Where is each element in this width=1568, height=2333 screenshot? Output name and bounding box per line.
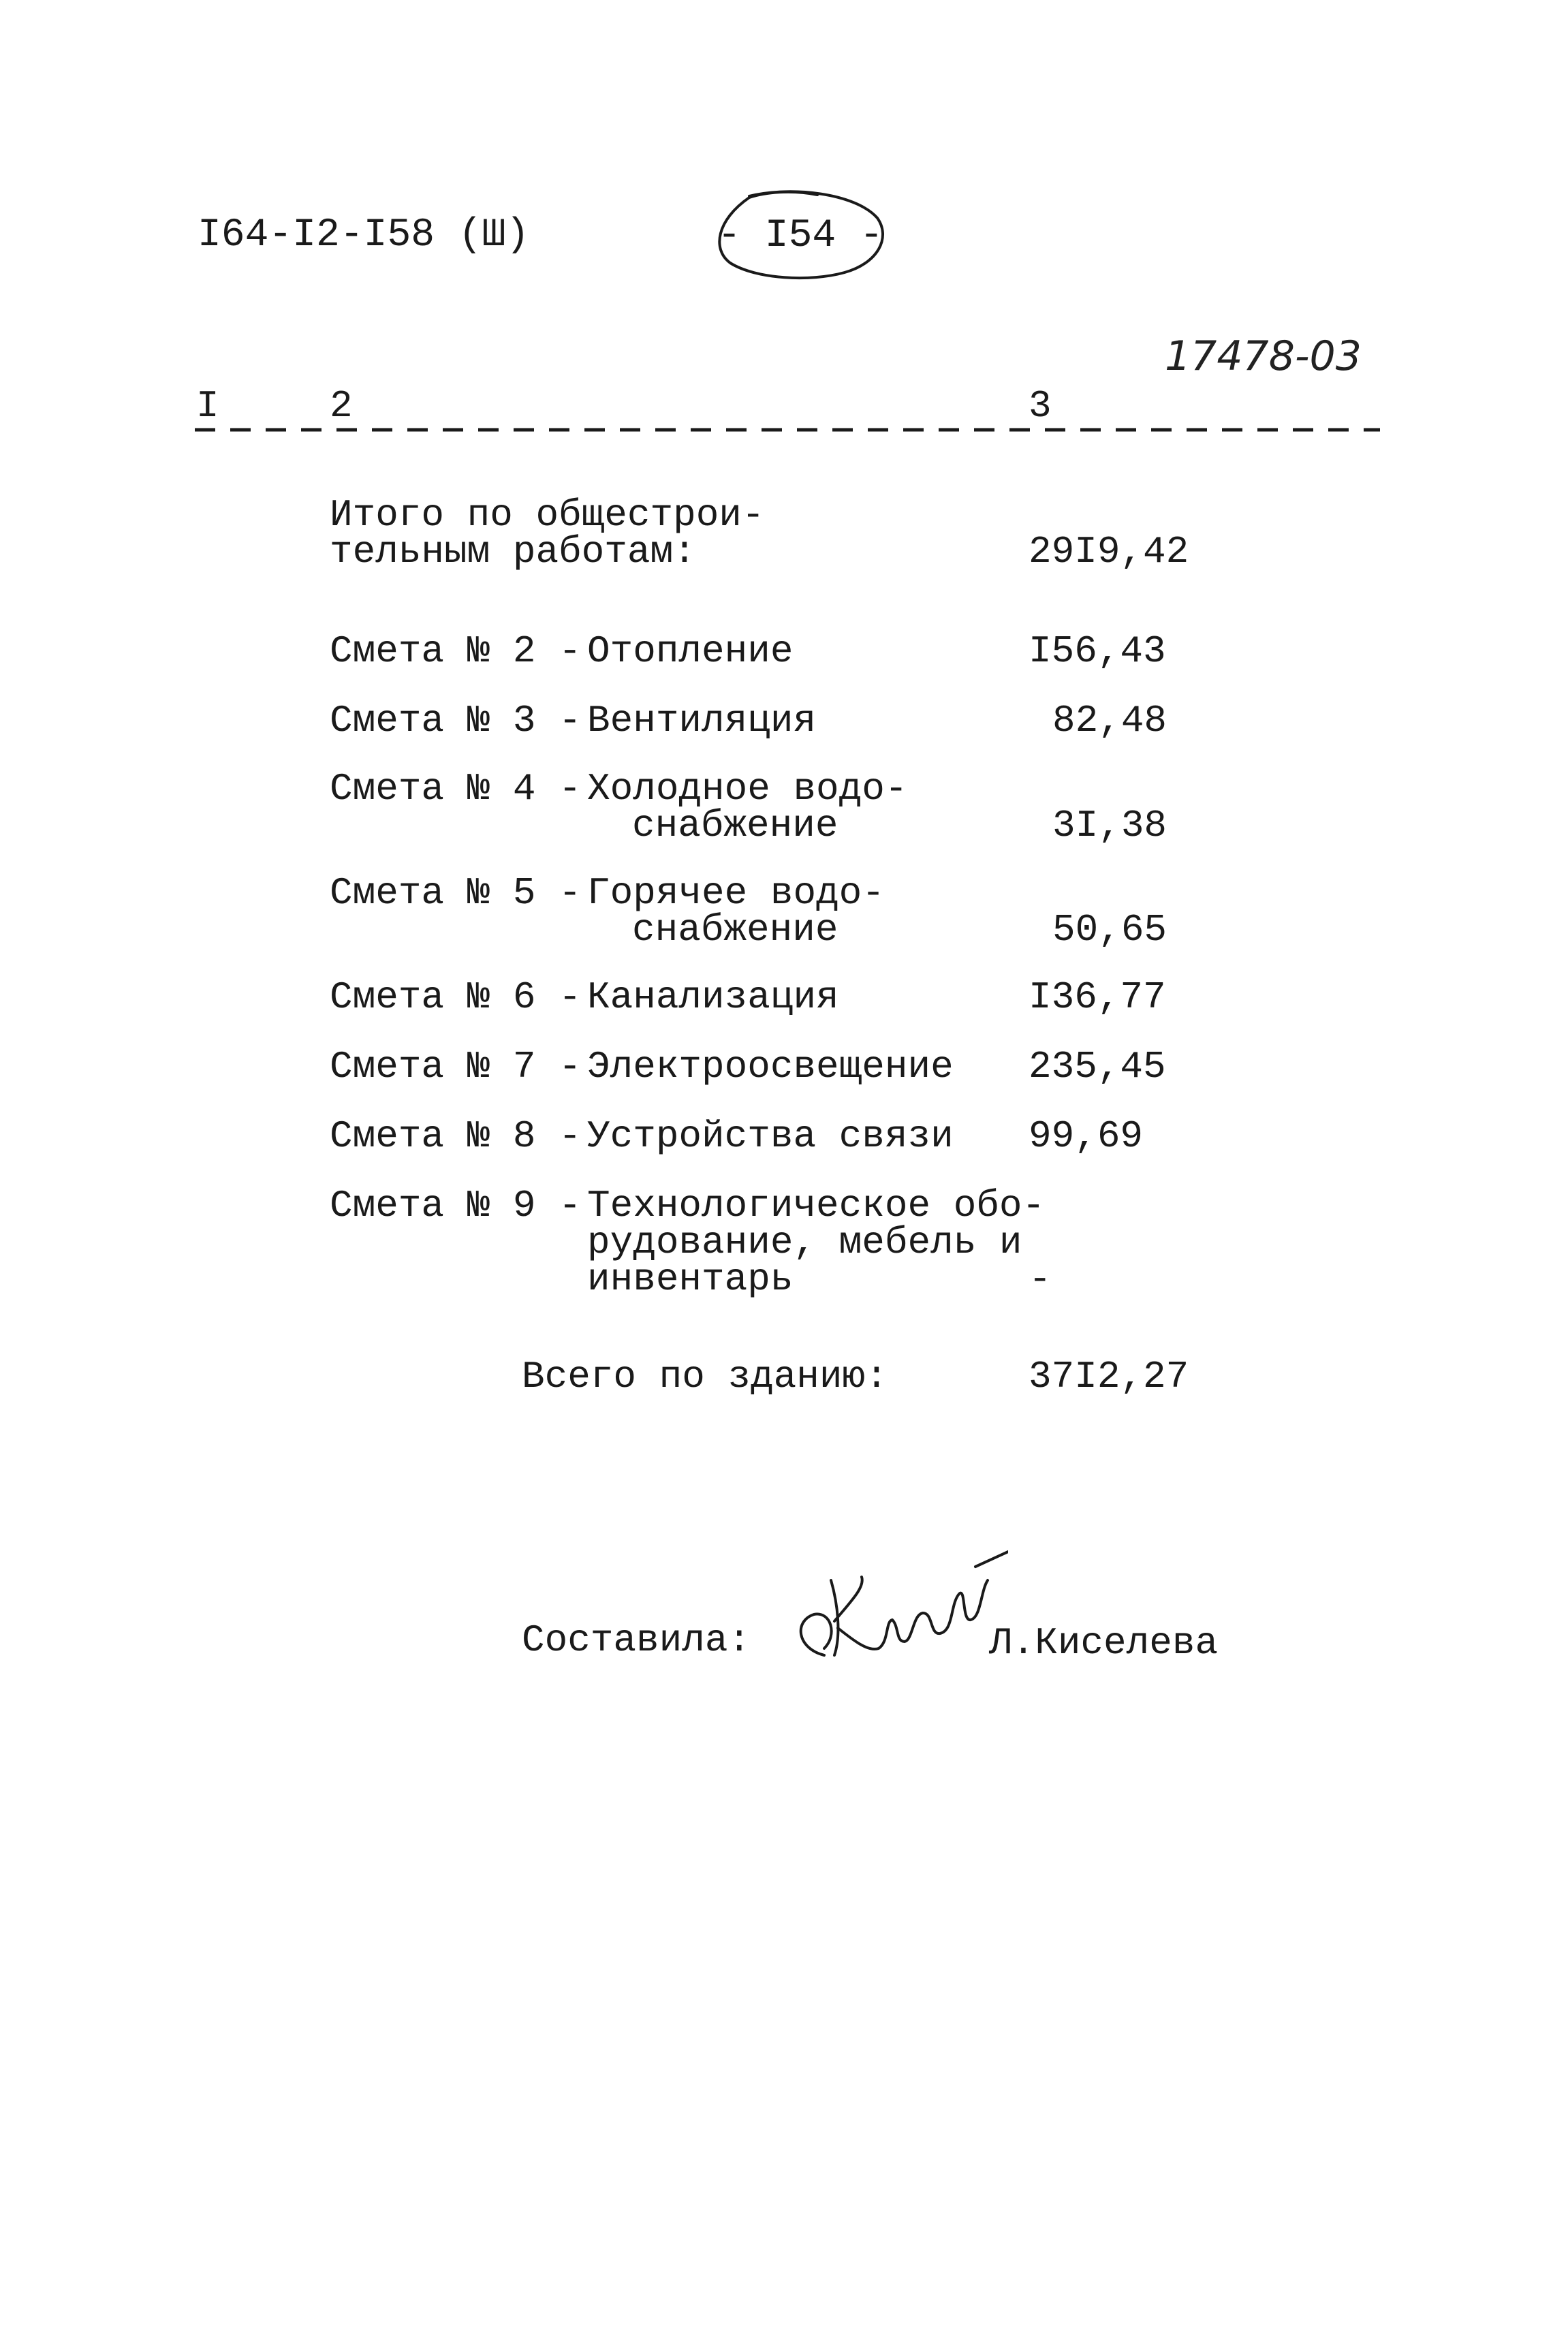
estimate-title: Электроосвещение (587, 1045, 954, 1089)
estimate-prefix: Смета № 7 - (330, 1045, 605, 1089)
estimate-value: 82,48 (1052, 699, 1167, 742)
signature-scribble (783, 1539, 1008, 1676)
signer-name: Л.Киселева (989, 1621, 1219, 1665)
estimate-title: Канализация (587, 975, 839, 1019)
estimate-value: 99,69 (1029, 1114, 1144, 1158)
estimate-value: 3I,38 (1052, 804, 1167, 847)
subtotal-label-line2: тельным работам: (330, 530, 696, 574)
signature-label: Составила: (522, 1618, 751, 1662)
estimate-title: Технологическое обо- (587, 1184, 1046, 1227)
document-code: I64-I2-I58 (Ш) (198, 213, 530, 257)
subtotal-value: 29I9,42 (1029, 530, 1189, 574)
subtotal-label-line1: Итого по общестрои- (330, 493, 765, 537)
estimate-value: 235,45 (1029, 1045, 1166, 1089)
estimate-title-line2: рудование, мебель и (587, 1221, 1022, 1264)
estimate-title-line2: снабжение (632, 804, 838, 847)
column-header-1: I (196, 384, 219, 428)
estimate-value: I36,77 (1029, 975, 1166, 1019)
estimate-prefix: Смета № 5 - (330, 871, 605, 915)
estimate-prefix: Смета № 9 - (330, 1184, 605, 1227)
estimate-prefix: Смета № 3 - (330, 699, 605, 742)
estimate-value: I56,43 (1029, 629, 1166, 673)
estimate-title: Устройства связи (587, 1114, 954, 1158)
estimate-title: Вентиляция (587, 699, 817, 742)
page-number-stamp (708, 183, 892, 292)
estimate-prefix: Смета № 4 - (330, 767, 605, 811)
estimate-value: 50,65 (1052, 908, 1167, 952)
column-header-3: 3 (1029, 384, 1052, 428)
total-label: Всего по зданию: (522, 1355, 888, 1398)
page-number: - I54 - (717, 214, 883, 258)
handwritten-signature (783, 1539, 1008, 1676)
column-header-2: 2 (330, 384, 353, 428)
estimate-value: - (1029, 1257, 1052, 1301)
estimate-prefix: Смета № 8 - (330, 1114, 605, 1158)
estimate-prefix: Смета № 6 - (330, 975, 605, 1019)
estimate-title-line3: инвентарь (587, 1257, 794, 1301)
estimate-title: Отопление (587, 629, 794, 673)
column-header-rule (195, 428, 1380, 432)
estimate-prefix: Смета № 2 - (330, 629, 605, 673)
estimate-title: Горячее водо- (587, 871, 885, 915)
total-value: 37I2,27 (1029, 1355, 1189, 1398)
estimate-title: Холодное водо- (587, 767, 908, 811)
handwritten-number: 17478-03 (1165, 332, 1362, 380)
estimate-title-line2: снабжение (632, 908, 838, 952)
